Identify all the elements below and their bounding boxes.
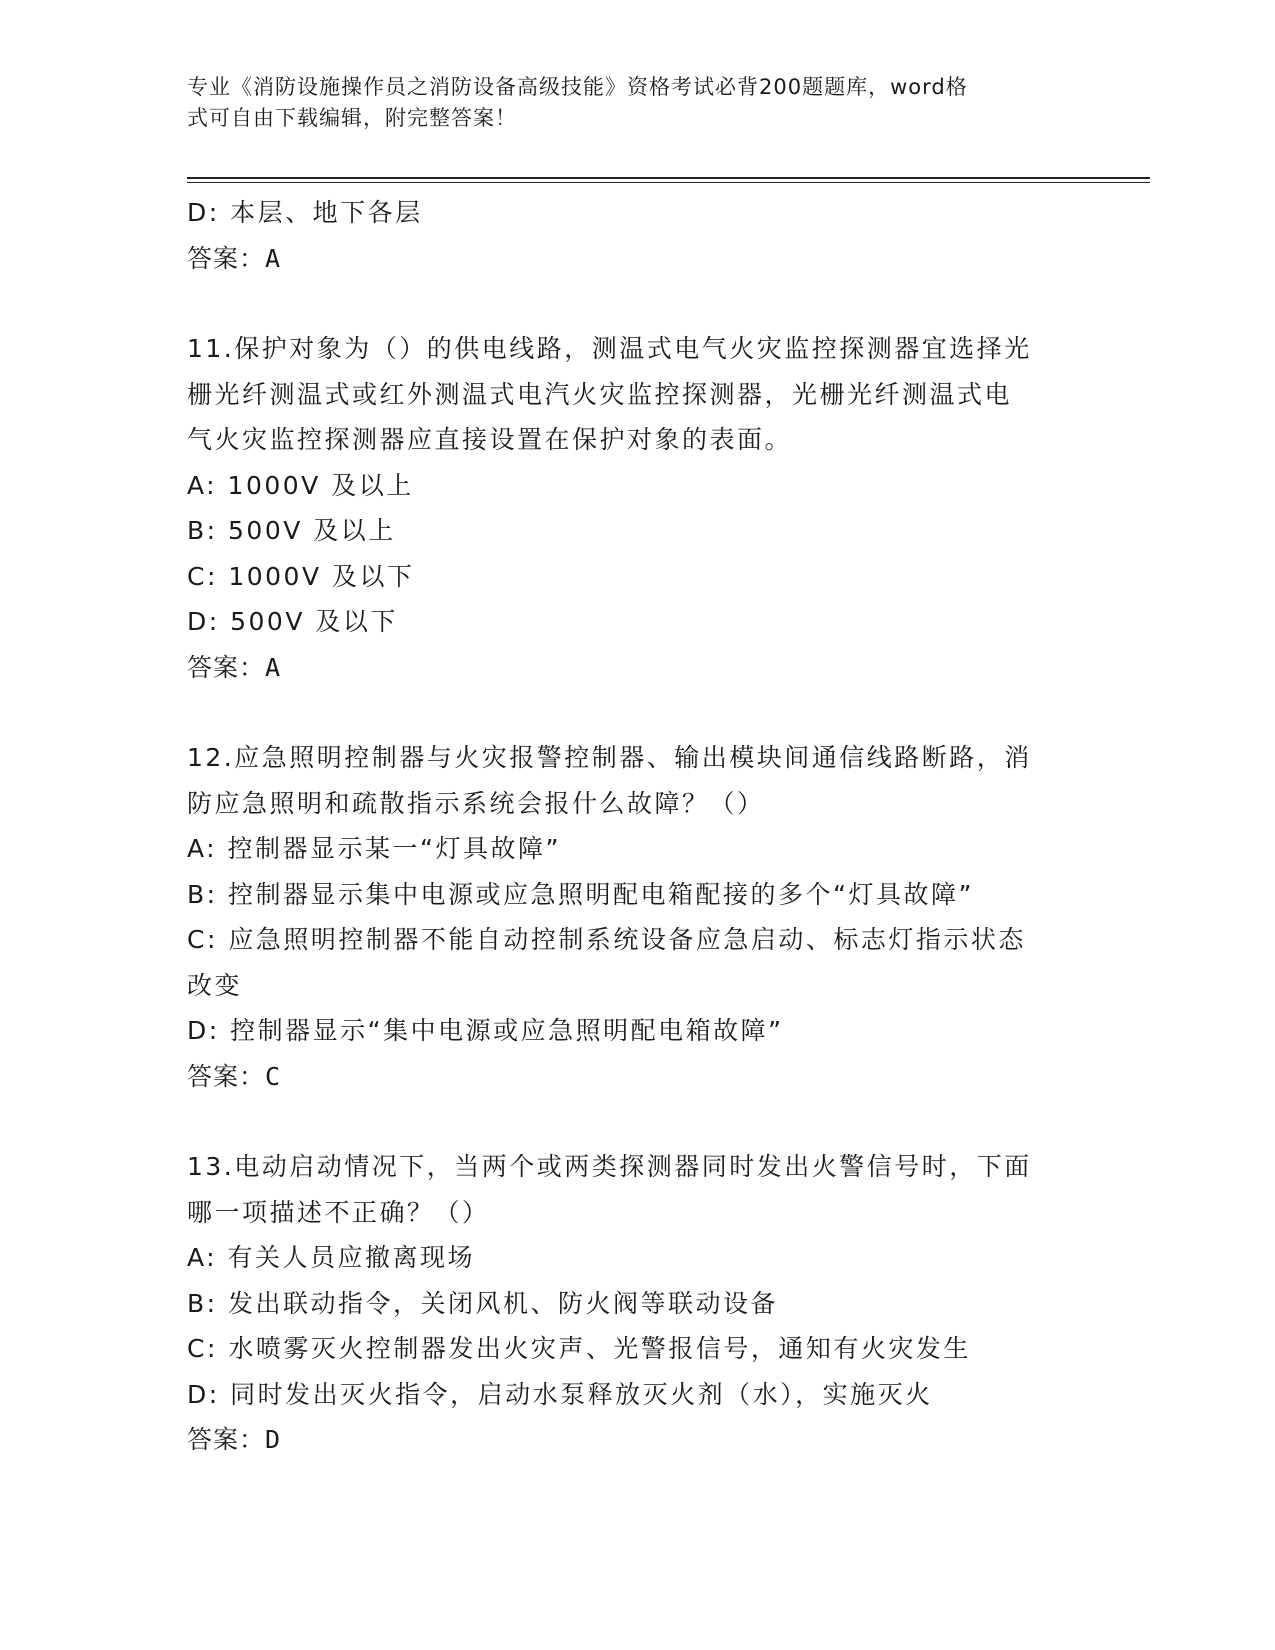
answer xyxy=(187,1054,1067,1100)
option-b: B: 发出联动指令，关闭风机、防火阀等联动设备 xyxy=(187,1288,779,1318)
question-text-line: 13.电动启动情况下，当两个或两类探测器同时发出火警信号时，下面 xyxy=(187,1152,1032,1181)
header-divider-thin xyxy=(187,182,1150,183)
answer-label: 答案： xyxy=(187,1061,266,1091)
option-d: D: 500V 及以下 xyxy=(187,607,398,636)
question-11 xyxy=(187,326,1067,690)
question-text-line: 11.保护对象为（）的供电线路，测温式电气火灾监控探测器宜选择光 xyxy=(187,334,1032,363)
answer-label: 答案： xyxy=(187,243,266,273)
carry-answer xyxy=(187,236,1067,282)
option-b: B: 500V 及以上 xyxy=(187,516,396,545)
question-text-line: 气火灾监控探测器应直接设置在保护对象的表面。 xyxy=(187,425,793,454)
question-list xyxy=(187,190,1067,1463)
option-c: C: 水喷雾灭火控制器发出火灾声、光警报信号，通知有火灾发生 xyxy=(187,1334,971,1363)
option-a: A: 控制器显示某一“灯具故障” xyxy=(187,834,561,863)
option-c: C: 1000V 及以下 xyxy=(187,561,415,591)
answer xyxy=(187,645,1067,691)
question-text-line: 哪一项描述不正确？（） xyxy=(187,1197,490,1227)
question-13 xyxy=(187,1144,1067,1463)
answer-value: D xyxy=(265,1425,282,1454)
header-line-1: 专业《消防设施操作员之消防设备高级技能》资格考试必背200题题库，word格 xyxy=(187,75,968,99)
option-d: D: 控制器显示“集中电源或应急照明配电箱故障” xyxy=(187,1016,784,1045)
option-d: D: 同时发出灭火指令，启动水泵释放灭火剂（水），实施灭火 xyxy=(187,1379,933,1409)
answer-value: A xyxy=(265,243,282,273)
option-c: C: 应急照明控制器不能自动控制系统设备应急启动、标志灯指示状态 xyxy=(187,925,1026,954)
answer-label: 答案： xyxy=(187,1425,266,1454)
option-a: A: 1000V 及以上 xyxy=(187,470,414,500)
carry-option-d: D: 本层、地下各层 xyxy=(187,198,423,227)
option-a: A: 有关人员应撤离现场 xyxy=(187,1243,476,1272)
answer-label: 答案： xyxy=(187,652,266,682)
header-divider-thick xyxy=(187,177,1150,179)
question-text-line: 栅光纤测温式或红外测温式电汽火灾监控探测器，光栅光纤测温式电 xyxy=(187,379,1013,409)
answer-value: A xyxy=(265,652,282,682)
header-line-2: 式可自由下载编辑，附完整答案！ xyxy=(187,106,517,130)
option-c-continued: 改变 xyxy=(187,970,243,1000)
answer-value: C xyxy=(265,1061,282,1091)
question-text-line: 12.应急照明控制器与火灾报警控制器、输出模块间通信线路断路，消 xyxy=(187,743,1032,772)
document-header xyxy=(187,72,1067,134)
option-b: B: 控制器显示集中电源或应急照明配电箱配接的多个“灯具故障” xyxy=(187,879,974,909)
answer xyxy=(187,1417,1067,1463)
question-12 xyxy=(187,735,1067,1099)
question-text-line: 防应急照明和疏散指示系统会报什么故障？（） xyxy=(187,788,765,818)
